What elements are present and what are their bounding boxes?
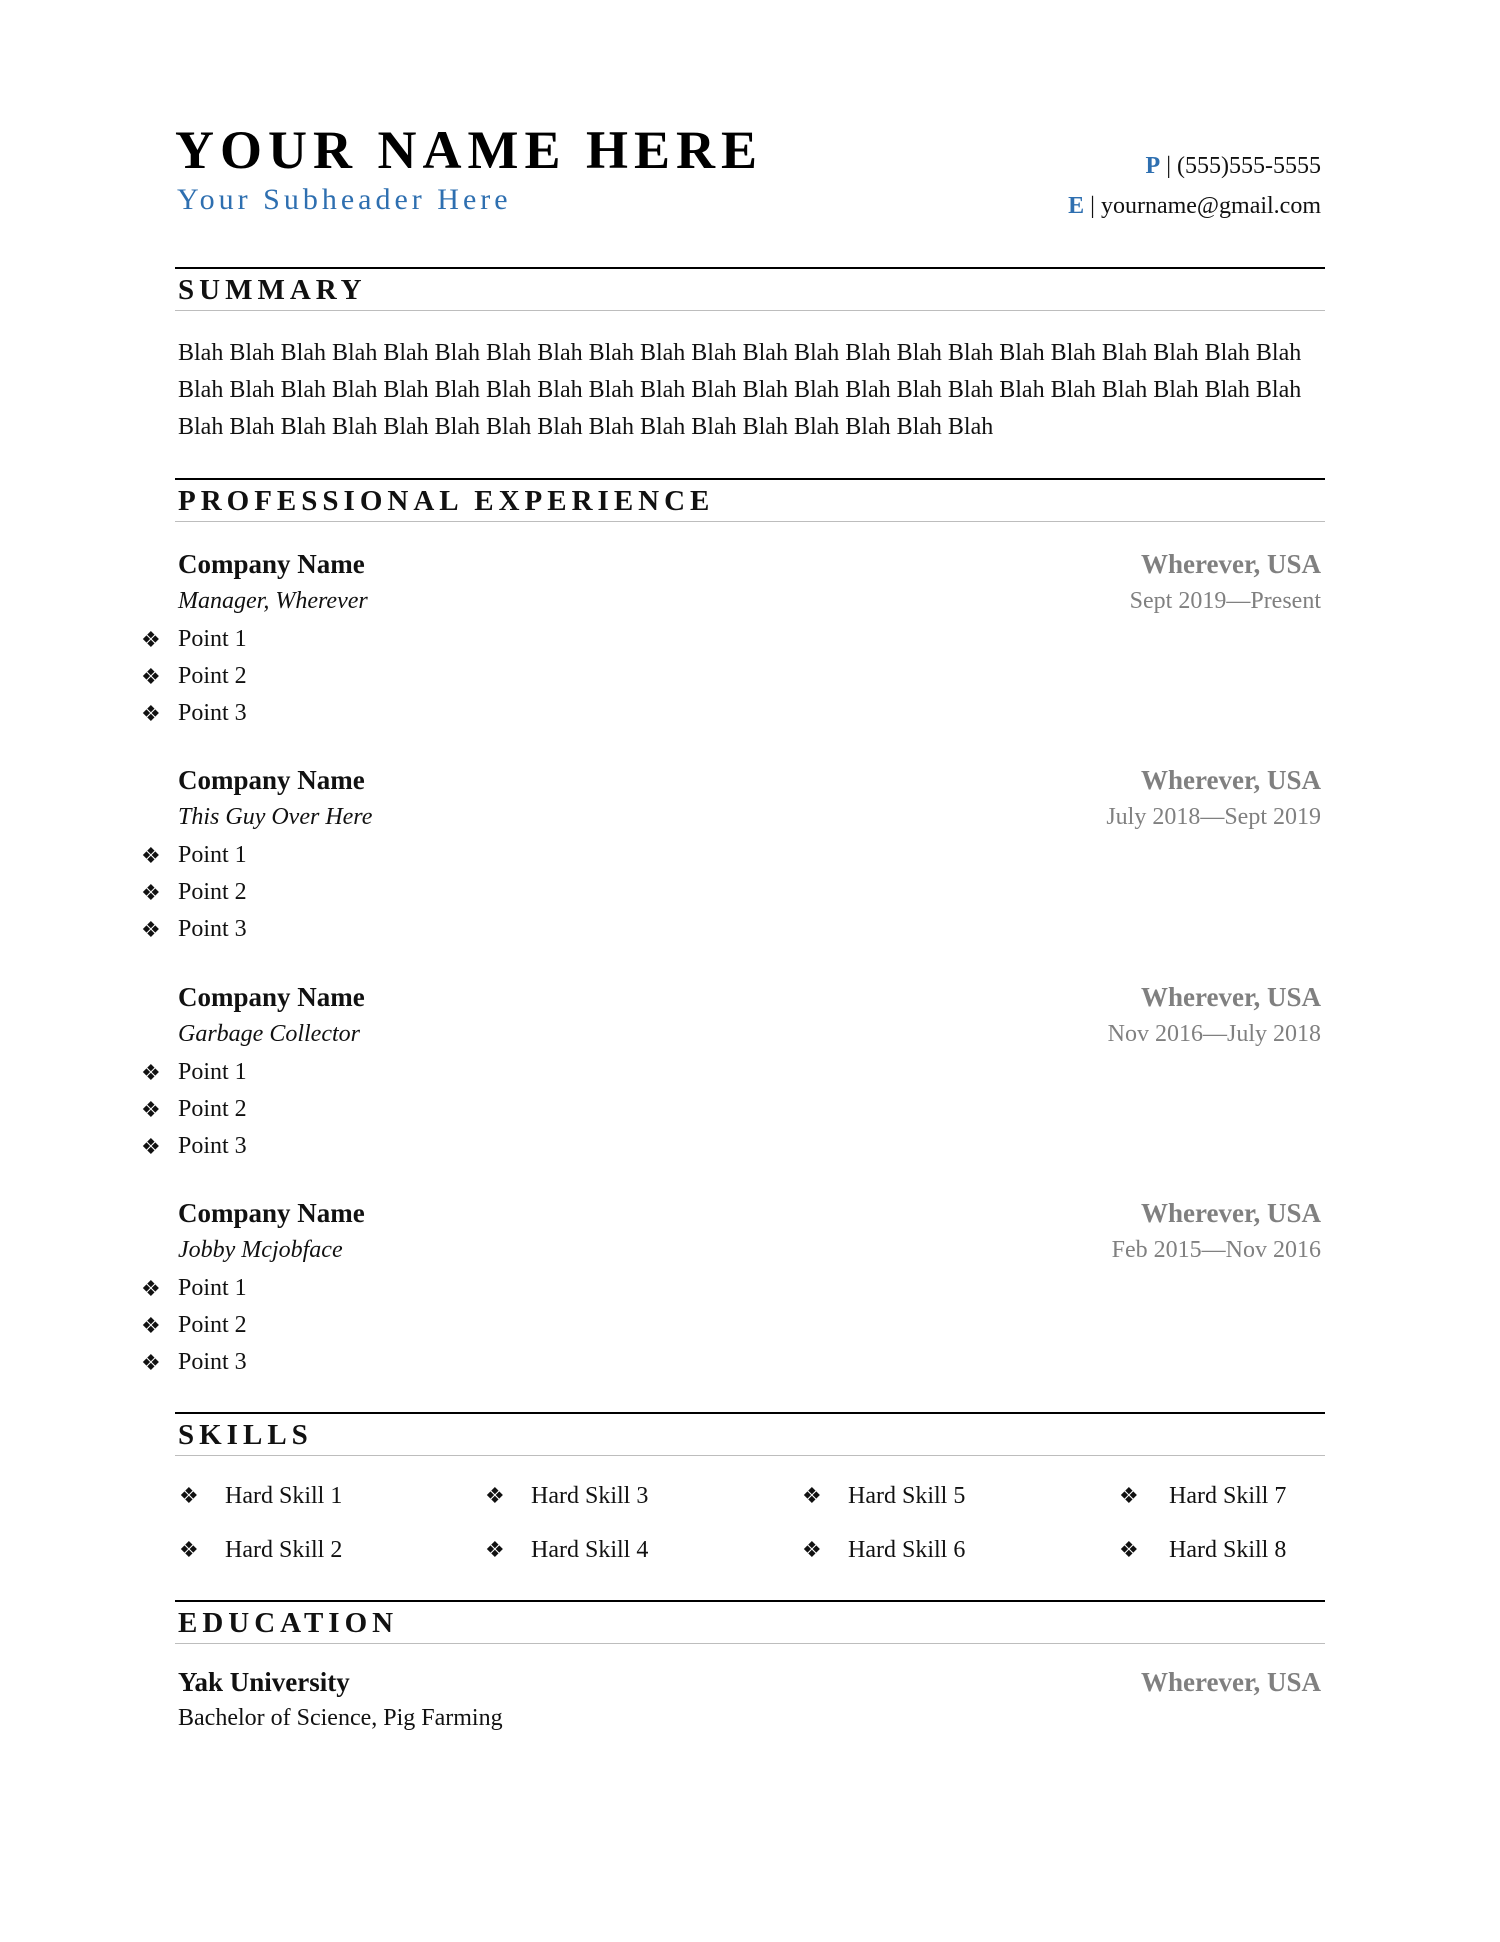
phone-row (1068, 146, 1321, 186)
diamond-bullet-icon: ❖ (141, 1134, 161, 1159)
experience-section-header (175, 478, 1325, 522)
skills-title: SKILLS (178, 1419, 313, 1451)
job-location: Wherever, USA (1141, 549, 1321, 579)
job-location: Wherever, USA (1141, 982, 1321, 1012)
education-degree: Bachelor of Science, Pig Farming (178, 1705, 503, 1731)
diamond-bullet-icon: ❖ (485, 1537, 505, 1562)
job-company: Company Name (178, 982, 365, 1012)
diamond-bullet-icon: ❖ (141, 843, 161, 868)
phone-key: P (1145, 153, 1161, 179)
email-row (1068, 186, 1321, 226)
contact-block (1068, 146, 1321, 226)
job-dates: July 2018—Sept 2019 (1106, 804, 1321, 830)
diamond-bullet-icon: ❖ (179, 1537, 199, 1562)
diamond-bullet-icon: ❖ (1119, 1537, 1139, 1562)
job-role: Garbage Collector (178, 1021, 360, 1047)
phone-number: (555)555-5555 (1177, 153, 1321, 179)
phone-separator: | (1166, 153, 1172, 179)
diamond-bullet-icon: ❖ (141, 1097, 161, 1122)
summary-text: Blah Blah Blah Blah Blah Blah Blah Blah Blah Blah Blah Blah Blah Blah Blah Blah Blah Blah Blah Blah Blah Blah Blah Blah Blah Blah Blah Blah Blah Blah Blah Blah Blah Blah Blah Blah Blah Blah Blah Blah Blah Blah Blah Blah Blah Blah Blah Blah Blah Blah Blah Blah Blah Blah Blah Blah Blah Blah Blah Blah (178, 340, 1302, 440)
candidate-subheader: Your Subheader Here (177, 183, 512, 216)
job-dates: Feb 2015—Nov 2016 (1111, 1237, 1321, 1263)
diamond-bullet-icon: ❖ (141, 1276, 161, 1301)
skills-section-header (175, 1412, 1325, 1456)
diamond-bullet-icon: ❖ (141, 1060, 161, 1085)
job-company: Company Name (178, 765, 365, 795)
experience-title: PROFESSIONAL EXPERIENCE (178, 485, 715, 517)
diamond-bullet-icon: ❖ (802, 1537, 822, 1562)
diamond-bullet-icon: ❖ (485, 1483, 505, 1508)
diamond-bullet-icon: ❖ (141, 917, 161, 942)
job-entry: Company Name Wherever, USA Garbage Collector Nov 2016—July 2018 ❖ Point 1 ❖ Point 2 ❖ Point 3 (175, 980, 1325, 1170)
job-location: Wherever, USA (1141, 765, 1321, 795)
job-dates: Nov 2016—July 2018 (1107, 1021, 1321, 1047)
email-address: yourname@gmail.com (1100, 193, 1321, 219)
diamond-bullet-icon: ❖ (179, 1483, 199, 1508)
job-entry: Company Name Wherever, USA Jobby Mcjobface Feb 2015—Nov 2016 ❖ Point 1 ❖ Point 2 ❖ Point 3 (175, 1196, 1325, 1386)
diamond-bullet-icon: ❖ (141, 701, 161, 726)
diamond-bullet-icon: ❖ (802, 1483, 822, 1508)
candidate-name: YOUR NAME HERE (175, 120, 764, 180)
education-section-header (175, 1600, 1325, 1644)
job-entry: Company Name Wherever, USA Manager, Wherever Sept 2019—Present ❖ Point 1 ❖ Point 2 ❖ Point 3 (175, 547, 1325, 737)
email-key: E (1068, 193, 1085, 219)
job-role: Jobby Mcjobface (178, 1237, 343, 1263)
education-location: Wherever, USA (1141, 1667, 1321, 1697)
diamond-bullet-icon: ❖ (141, 664, 161, 689)
education-title: EDUCATION (178, 1607, 399, 1639)
job-role: This Guy Over Here (178, 804, 373, 830)
summary-section-header (175, 267, 1325, 311)
diamond-bullet-icon: ❖ (141, 627, 161, 652)
diamond-bullet-icon: ❖ (141, 1350, 161, 1375)
job-role: Manager, Wherever (178, 588, 368, 614)
job-dates: Sept 2019—Present (1129, 588, 1321, 614)
diamond-bullet-icon: ❖ (141, 880, 161, 905)
diamond-bullet-icon: ❖ (1119, 1483, 1139, 1508)
education-school: Yak University (178, 1667, 350, 1697)
job-location: Wherever, USA (1141, 1198, 1321, 1228)
job-company: Company Name (178, 1198, 365, 1228)
diamond-bullet-icon: ❖ (141, 1313, 161, 1338)
job-entry: Company Name Wherever, USA This Guy Over Here July 2018—Sept 2019 ❖ Point 1 ❖ Point 2 ❖ Point 3 (175, 763, 1325, 953)
resume-page: YOUR NAME HERE Your Subheader Here P | (555)555-5555 E | yourname@gmail.com SUMMARY Blah Blah Blah Blah Blah Blah Blah Blah Blah Blah Blah Blah Blah Blah Blah Blah Blah Blah Blah Blah Blah Blah Blah Blah Blah Blah Blah Blah Blah Blah Blah Blah Blah Blah Blah Blah Blah Blah Blah Blah Blah Blah Blah Blah Blah Blah Blah Blah Blah Blah Blah Blah Blah Blah Blah Blah Blah Blah Blah Blah PROFESSIONAL EXPERIENCE Company Name Wherever, USA Manager, Wherever Sept 2019—Present ❖ Point 1 ❖ Point 2 ❖ Point 3 Company Name Wherever, USA This Guy Over Here July 2018—Sept 2019 ❖ Point 1 ❖ Point 2 ❖ Point 3 Company Name Wherever, USA Garbage Collector Nov 2016—July 2018 ❖ Point 1 ❖ Point 2 ❖ Point 3 Company Name Wherever, USA Jobby Mcjobface Feb 2015—Nov 2016 ❖ Point 1 ❖ Point 2 ❖ Point 3 SKILLS ❖ Hard Skill 1 ❖ Hard Skill 2 ❖ Hard Skill 3 ❖ Hard Skill 4 ❖ Hard Skill 5 ❖ Hard Skill 6 ❖ Hard Skill 7 ❖ Hard Skill 8 EDUCATION Yak University Wherever, USA Bachelor of Science, Pig Farming (175, 0, 1325, 1942)
summary-title: SUMMARY (178, 274, 367, 306)
job-company: Company Name (178, 549, 365, 579)
email-separator: | (1090, 193, 1095, 219)
